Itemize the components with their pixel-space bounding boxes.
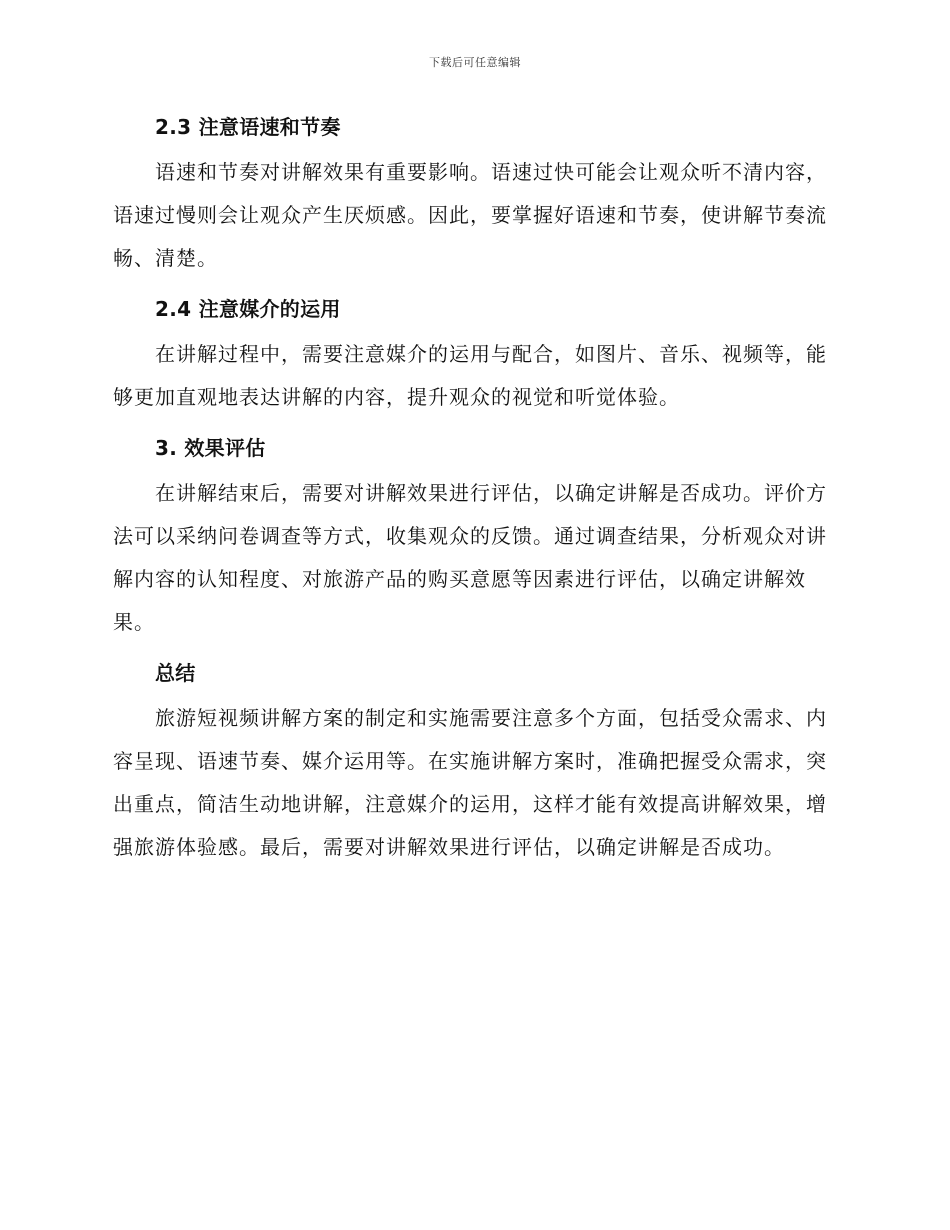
section-heading: 2.4 注意媒介的运用: [155, 297, 341, 321]
section-heading: 3. 效果评估: [155, 436, 266, 460]
section-summary: [113, 653, 833, 869]
section-heading: 总结: [155, 661, 196, 685]
section-3: [113, 428, 833, 644]
section-2-4: [113, 289, 833, 419]
document-body: [113, 107, 833, 878]
section-heading: 2.3 注意语速和节奏: [155, 115, 341, 139]
page-header: 下载后可任意编辑: [429, 56, 521, 69]
section-paragraph: 在讲解结束后，需要对讲解效果进行评估，以确定讲解是否成功。评价方法可以采纳问卷调查等方式，收集观众的反馈。通过调查结果，分析观众对讲解内容的认知程度、对旅游产品的购买意愿等因素进行评估，以确定讲解效果。: [113, 481, 827, 634]
section-paragraph: 在讲解过程中，需要注意媒介的运用与配合，如图片、音乐、视频等，能够更加直观地表达讲解的内容，提升观众的视觉和听觉体验。: [113, 342, 827, 409]
section-paragraph: 语速和节奏对讲解效果有重要影响。语速过快可能会让观众听不清内容，语速过慢则会让观众产生厌烦感。因此，要掌握好语速和节奏，使讲解节奏流畅、清楚。: [113, 160, 827, 270]
section-paragraph: 旅游短视频讲解方案的制定和实施需要注意多个方面，包括受众需求、内容呈现、语速节奏、媒介运用等。在实施讲解方案时，准确把握受众需求，突出重点，简洁生动地讲解，注意媒介的运用，这样才能有效提高讲解效果，增强旅游体验感。最后，需要对讲解效果进行评估，以确定讲解是否成功。: [113, 706, 827, 859]
section-2-3: [113, 107, 833, 280]
